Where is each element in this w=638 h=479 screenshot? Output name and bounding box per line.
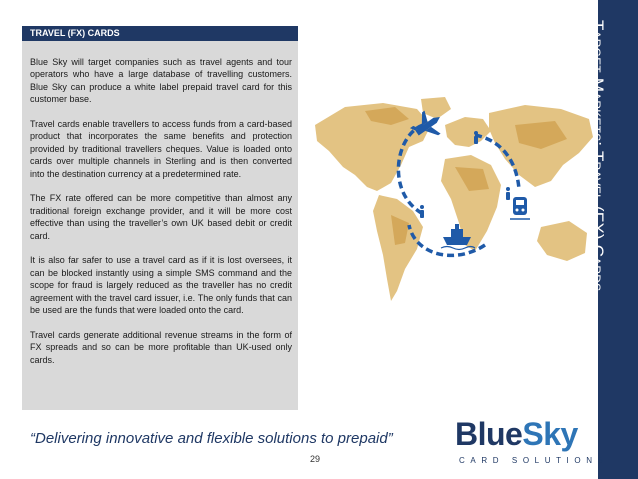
world-map-illustration [305, 95, 597, 315]
paragraph: The FX rate offered can be more competitive than almost any traditional foreign exchange provider, and it will be more cost effective than using the traveller’s own UK based debit or credit card. [30, 193, 292, 241]
logo-subtitle: CARD SOLUTIONS [459, 456, 609, 465]
panel-body [30, 56, 292, 378]
paragraph: Blue Sky will target companies such as travel agents and tour operators who have a large database of travelling customers. Blue Sky can produce a white label prepaid travel card for this customer base. [30, 57, 292, 105]
person-icon [420, 205, 424, 218]
logo-wordmark [455, 416, 578, 452]
side-title-text: Target Markets: Travel (FX) Cards [588, 20, 607, 292]
logo-word-sky: Sky [522, 416, 578, 452]
bluesky-logo [455, 416, 609, 470]
paragraph: Travel cards enable travellers to access funds from a card-based product that incorporates the same benefits and protection provided by traditional travellers cheques. Value is loaded onto cards over multiple channels in Sterling and is then converted into the destination currency at a predetermined rate. [30, 119, 292, 179]
tagline: “Delivering innovative and flexible solutions to prepaid” [30, 430, 393, 447]
australia [537, 221, 587, 261]
logo-word-blue: Blue [455, 416, 523, 452]
page-number: 29 [310, 454, 321, 464]
person-icon [474, 131, 478, 144]
europe [445, 117, 491, 147]
paragraph: Travel cards generate additional revenue streams in the form of FX spreads and so can be more profitable than UK-used only cards. [30, 329, 292, 365]
paragraph: It is also far safer to use a travel card as if it is lost oversees, it can be blocked instantly using a simple SMS command and the scope for fraud is largely reduced as the traveller has no credit agreement with the travel card issuer, i.e. The only funds that can be used are the funds that were loaded onto the card. [30, 255, 292, 316]
train-icon [510, 197, 530, 219]
panel-header: TRAVEL (FX) CARDS [22, 26, 298, 41]
person-icon [506, 187, 510, 200]
